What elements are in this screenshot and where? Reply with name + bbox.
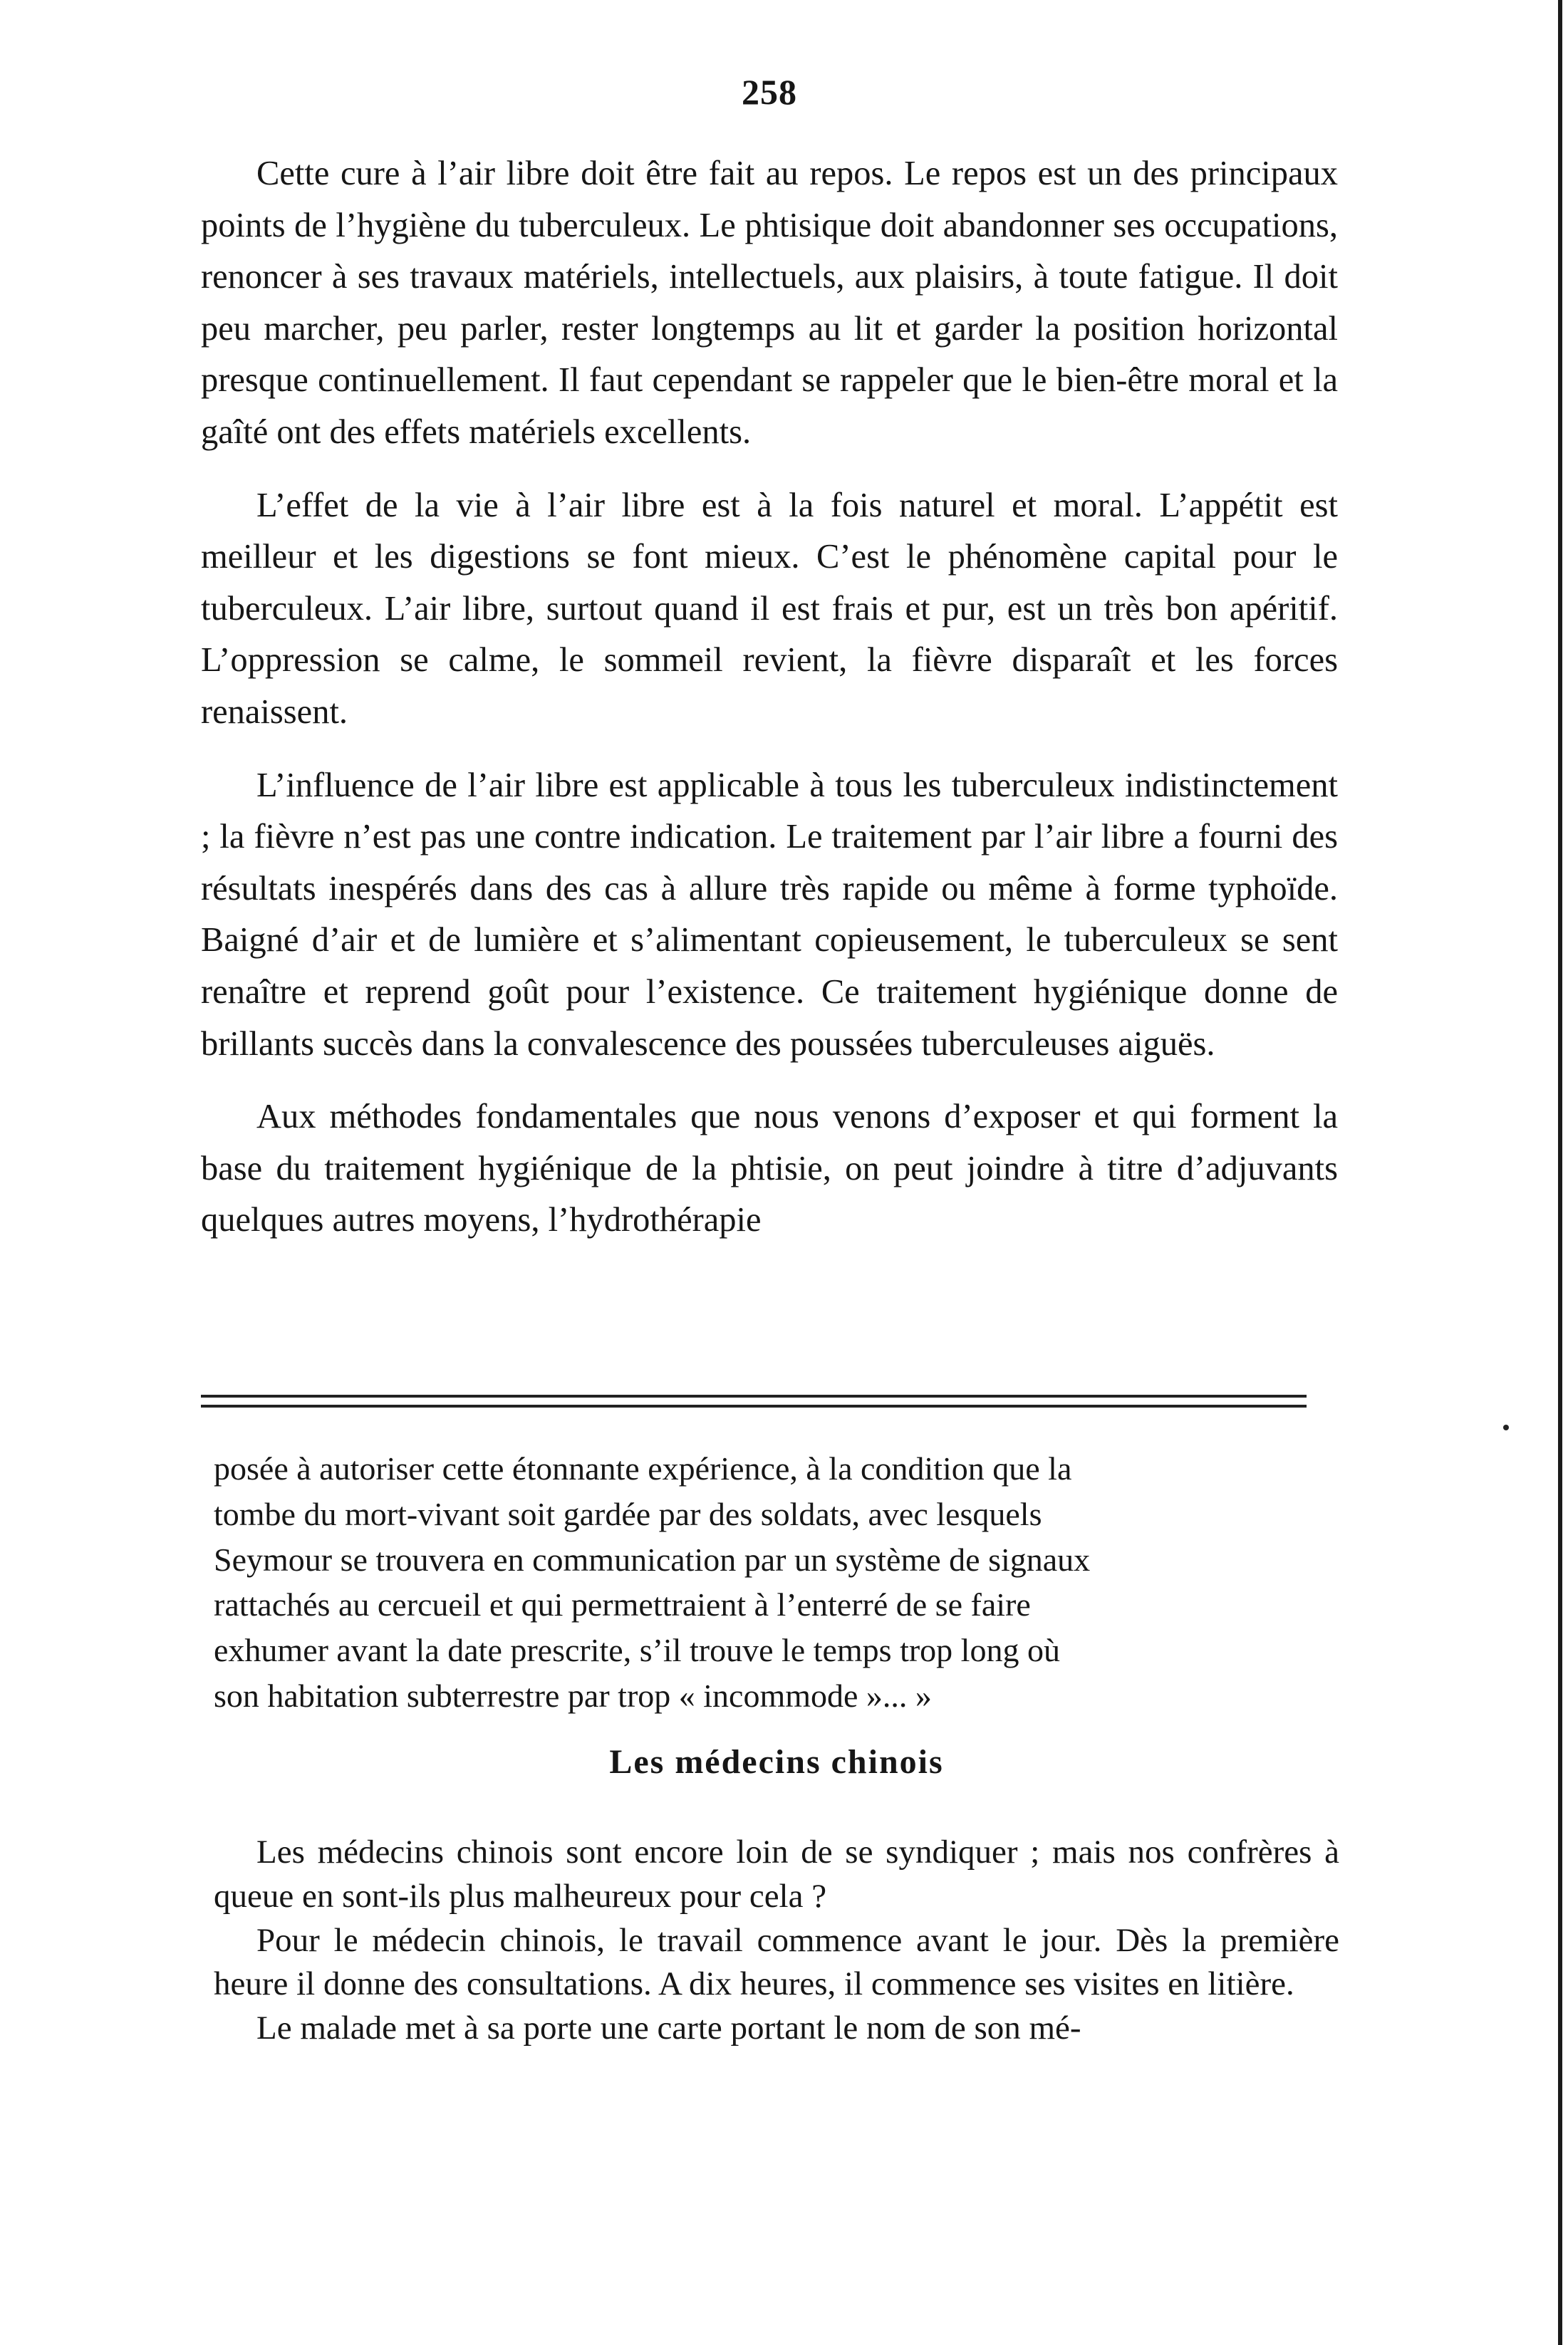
section-paragraph: Le malade met à sa porte une carte portant le nom de son mé- <box>256 2009 1081 2047</box>
page-edge-line <box>1558 0 1562 2345</box>
footnote-line: Seymour se trouvera en communication par un système de signaux <box>214 1541 1091 1578</box>
section-paragraph: Les médecins chinois sont encore loin de se syndiquer ; mais nos confrères à queue en sont-ils plus malheureux pour cela ? <box>214 1834 1339 1915</box>
paragraph-1: Cette cure à l’air libre doit être fait au repos. Le repos est un des principaux points de l’hygiène du tuberculeux. Le phtisique doit abandonner ses occupations, renoncer à ses travaux matériels, intellectuels, aux plaisirs, à toute fatigue. Il doit peu marcher, peu parler, rester longtemps au lit et garder la position horizontal presque continuellement. Il faut cependant se rappeler que le bien-être moral et la gaîté ont des effets matériels excellents. <box>201 155 1338 451</box>
section-heading: Les médecins chinois <box>609 1743 944 1781</box>
ink-speck <box>1503 1425 1509 1430</box>
main-text <box>201 148 1338 1268</box>
footnote-rule-bottom <box>201 1405 1307 1408</box>
footnote <box>214 1446 1339 1719</box>
footnote-line: posée à autoriser cette étonnante expérience, à la condition que la <box>214 1450 1072 1487</box>
section-paragraph: Pour le médecin chinois, le travail commence avant le jour. Dès la première heure il donne des consultations. A dix heures, il commence ses visites en litière. <box>214 1921 1339 2003</box>
footnote-line: rattachés au cercueil et qui permettraient à l’enterré de se faire <box>214 1586 1031 1623</box>
footnote-rule-top <box>201 1395 1307 1398</box>
footnote-line: exhumer avant la date prescrite, s’il trouve le temps trop long où <box>214 1632 1060 1669</box>
paragraph-3: L’influence de l’air libre est applicable à tous les tuberculeux indistinctement ; la fièvre n’est pas une contre indication. Le traitement par l’air libre a fourni des résultats inespérés dans des cas à allure très rapide ou même à forme typhoïde. Baigné d’air et de lumière et s’alimentant copieusement, le tuberculeux se sent renaître et reprend goût pour l’existence. Ce traitement hygiénique donne de brillants succès dans la convalescence des poussées tuberculeuses aiguës. <box>201 766 1338 1063</box>
section-body <box>214 1831 1339 2051</box>
page-number: 258 <box>742 72 797 112</box>
footnote-line: tombe du mort-vivant soit gardée par des soldats, avec lesquels <box>214 1495 1042 1532</box>
footnote-line: son habitation subterrestre par trop « incommode »... » <box>214 1677 932 1714</box>
paragraph-2: L’effet de la vie à l’air libre est à la fois naturel et moral. L’appétit est meilleur et les digestions se font mieux. C’est le phénomène capital pour le tuberculeux. L’air libre, surtout quand il est frais et pur, est un très bon apéritif. L’oppression se calme, le sommeil revient, la fièvre disparaît et les forces renaissent. <box>201 486 1338 731</box>
paragraph-4: Aux méthodes fondamentales que nous venons d’exposer et qui forment la base du traitement hygiénique de la phtisie, on peut joindre à titre d’adjuvants quelques autres moyens, l’hydrothérapie <box>201 1098 1338 1239</box>
